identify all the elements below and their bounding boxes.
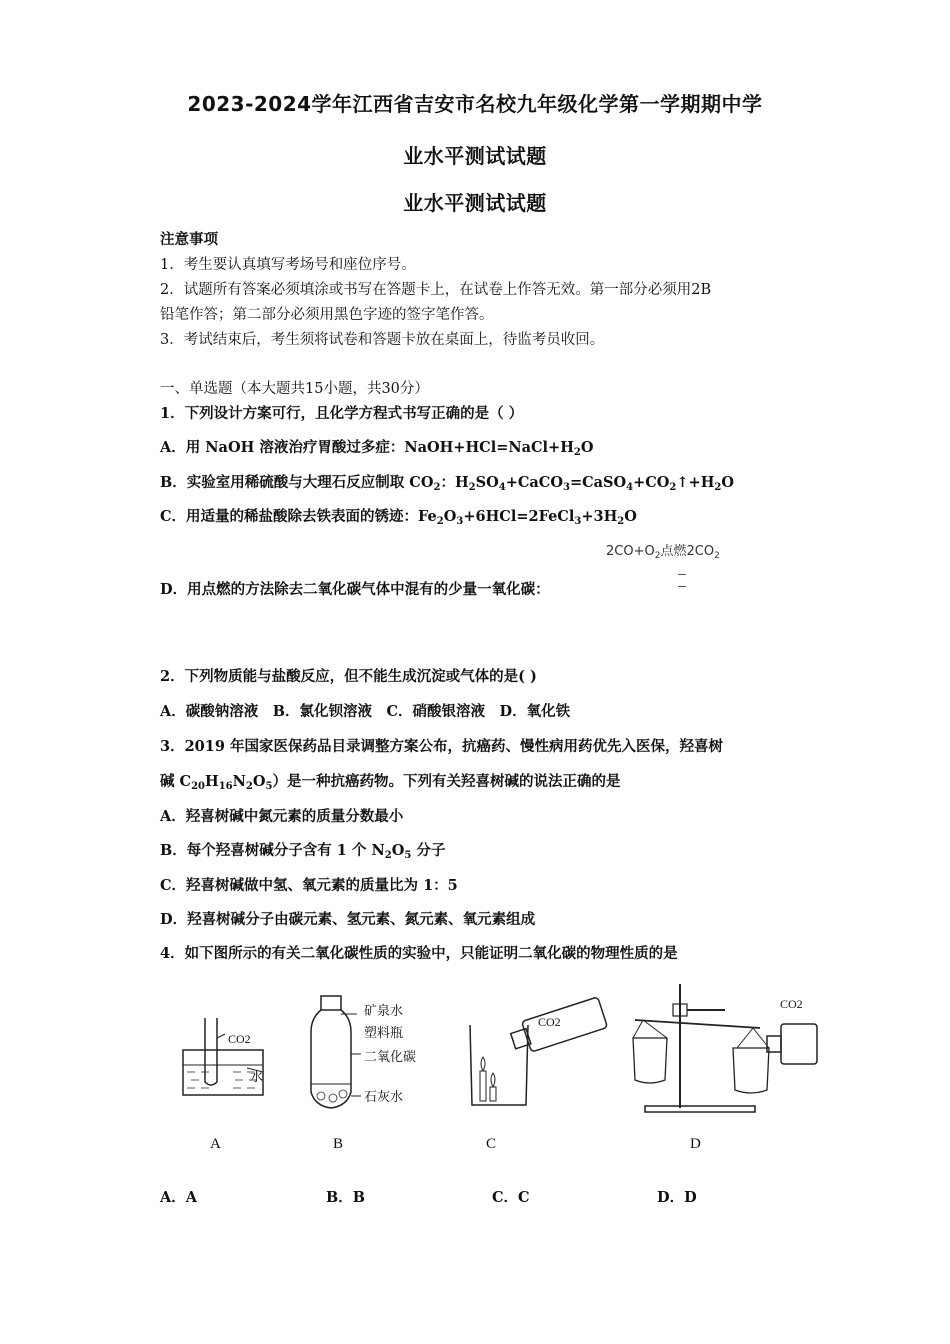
page-title-line1: 2023-2024学年江西省吉安市名校九年级化学第一学期期中学 — [187, 92, 763, 116]
notice-item-2: 2．试题所有答案必须填涂或书写在答题卡上，在试卷上作答无效。第一部分必须用2B — [160, 282, 712, 298]
q3-option-c: C．羟喜树碱做中氢、氧元素的质量比为 1：5 — [160, 877, 458, 894]
figure-a-label: A — [210, 1136, 221, 1152]
equation-mark — [678, 586, 686, 587]
q4-stem: 4．如下图所示的有关二氧化碳性质的实验中，只能证明二氧化碳的物理性质的是 — [160, 945, 678, 962]
q4-option-b[interactable]: B．B — [326, 1189, 366, 1206]
figure-d-co2-label: CO2 — [780, 997, 803, 1011]
notice-item-1: 1．考生要认真填写考场号和座位序号。 — [160, 257, 416, 273]
section-heading: 一、单选题（本大题共15小题，共30分） — [160, 381, 429, 397]
equation-mark — [678, 574, 686, 575]
figure-b-label-3: 二氧化碳 — [364, 1049, 417, 1064]
q4-option-d[interactable]: D．D — [657, 1189, 697, 1206]
q4-option-c[interactable]: C．C — [492, 1189, 530, 1206]
figure-b-label-1: 矿泉水 — [364, 1003, 404, 1018]
q1-option-b: B．实验室用稀硫酸与大理石反应制取 $CO_2$：$H_2SO_4+CaCO_3=CaSO_4+CO_2↑+H_2O$ — [160, 474, 734, 493]
q3-option-b: B．每个羟喜树碱分子含有 1 个 $N_2O_5$ 分子 — [160, 842, 446, 861]
figure-c-label: C — [486, 1136, 497, 1152]
q3-stem-line1: 3．2019 年国家医保药品目录调整方案公布，抗癌药、慢性病用药优先入医保，羟喜树 — [160, 738, 723, 755]
notice-item-2-cont: 铅笔作答；第二部分必须用黑色字迹的签字笔作答。 — [160, 307, 494, 323]
figure-c-beaker-candles — [460, 995, 610, 1115]
figure-a-test-tube — [175, 1010, 285, 1100]
q3-option-d: D．羟喜树碱分子由碳元素、氢元素、氮元素、氧元素组成 — [160, 911, 536, 928]
q1-option-d: D．用点燃的方法除去二氧化碳气体中混有的少量一氧化碳： — [160, 581, 550, 598]
figure-b-label-2: 塑料瓶 — [364, 1025, 404, 1040]
q1-option-c: C．用适量的稀盐酸除去铁表面的锈迹：$Fe_2O_3+6HCl=2FeCl_3+3H_2O$ — [160, 508, 637, 527]
q1-option-a: A．用 NaOH 溶液治疗胃酸过多症：$NaOH+HCl=NaCl+H_2O$ — [160, 439, 594, 458]
figure-a-water-label: 水 — [250, 1069, 264, 1084]
q2-stem: 2．下列物质能与盐酸反应，但不能生成沉淀或气体的是( ) — [160, 668, 537, 685]
q1-stem: 1．下列设计方案可行，且化学方程式书写正确的是（ ） — [160, 405, 524, 422]
figure-b-label: B — [333, 1136, 344, 1152]
figure-b-label-4: 石灰水 — [364, 1089, 404, 1104]
figure-d-label: D — [690, 1136, 701, 1152]
figure-a-co2-label: CO2 — [228, 1032, 251, 1046]
page-title-line2: 业水平测试试题 — [403, 144, 547, 168]
q4-option-a[interactable]: A．A — [160, 1189, 198, 1206]
q2-options: A．碳酸钠溶液 B．氯化钡溶液 C．硝酸银溶液 D．氧化铁 — [160, 703, 571, 720]
notice-heading: 注意事项 — [160, 231, 218, 248]
notice-item-3: 3．考试结束后，考生须将试卷和答题卡放在桌面上，待监考员收回。 — [160, 332, 605, 348]
q3-stem-line2: 碱 $C_{20}H_{16}N_2O_5$）是一种抗癌药物。下列有关羟喜树碱的说法正确的是 — [160, 773, 621, 792]
page-title-line3: 业水平测试试题 — [403, 191, 547, 215]
q3-option-a: A．羟喜树碱中氮元素的质量分数最小 — [160, 808, 404, 825]
q1-d-equation: $2CO+O_2$点燃$2CO_2$ — [606, 544, 720, 561]
figure-c-co2-label: CO2 — [538, 1015, 561, 1029]
